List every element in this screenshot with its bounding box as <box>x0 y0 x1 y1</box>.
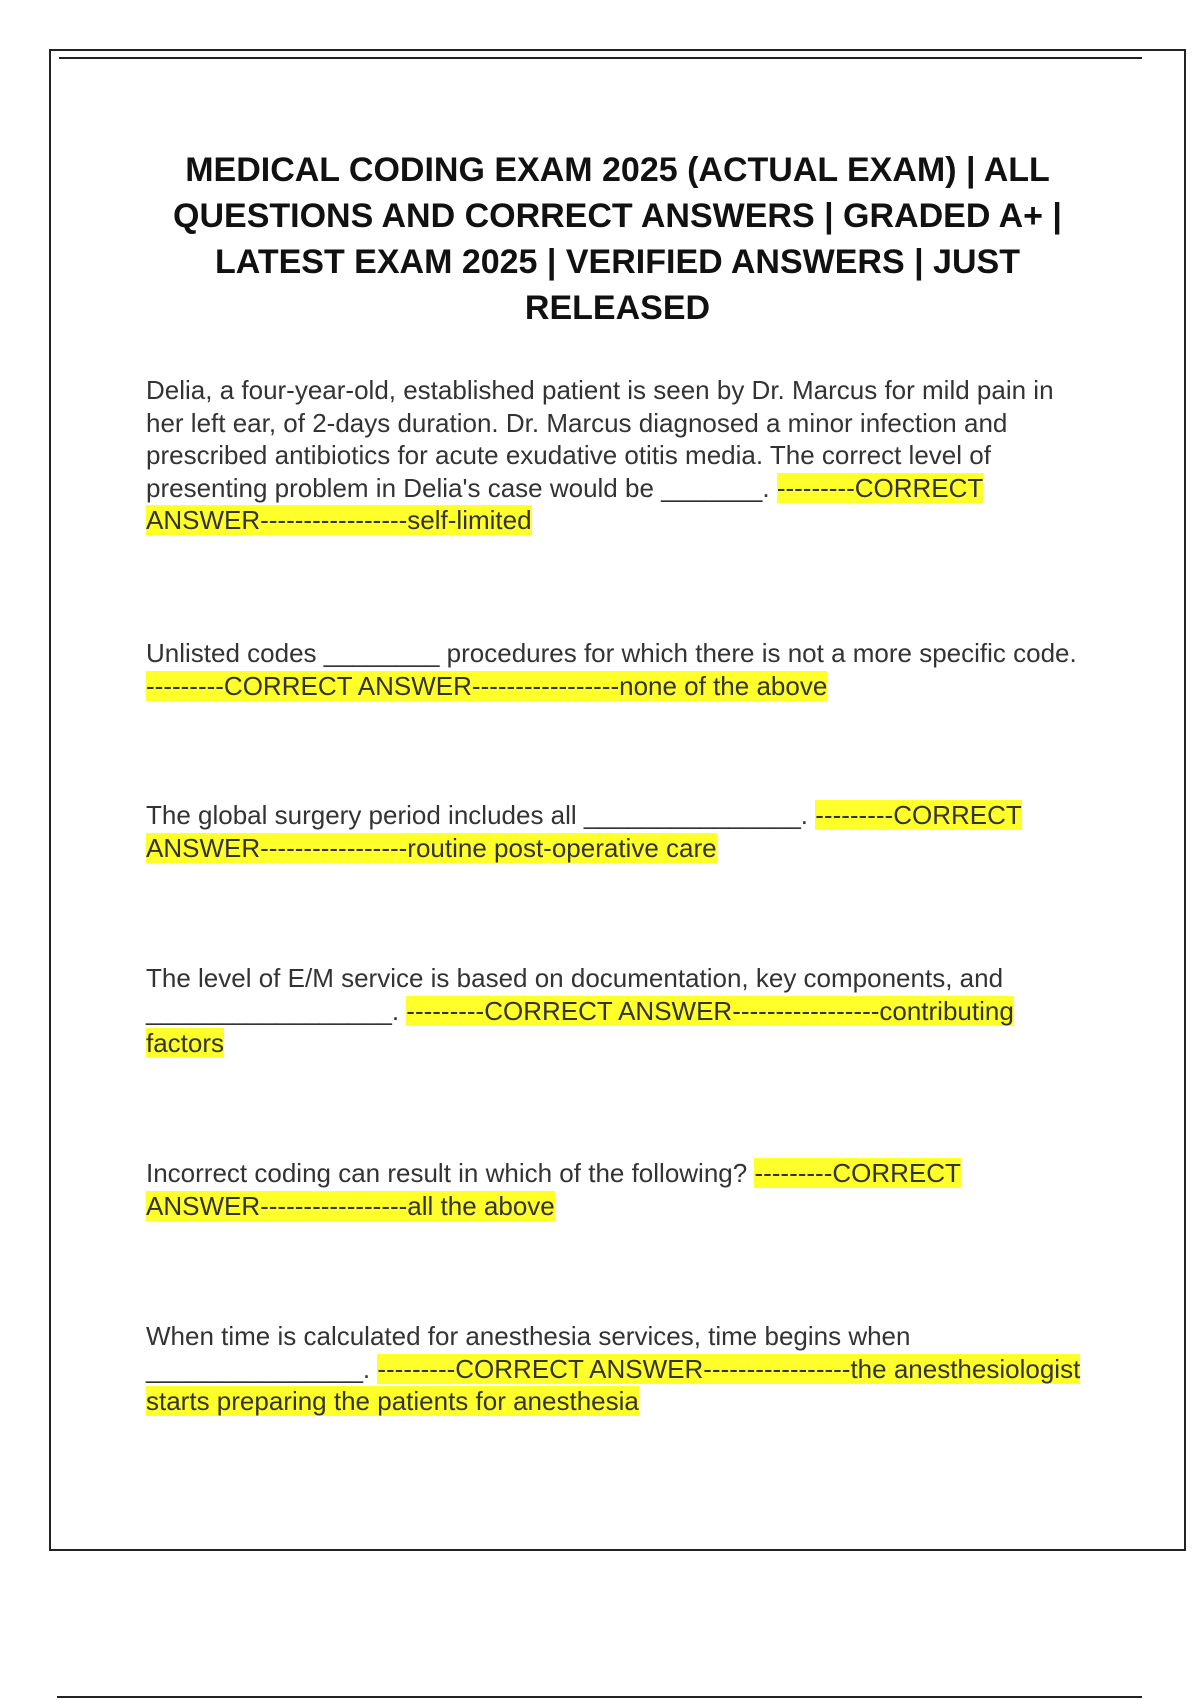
page-frame <box>49 49 1186 1551</box>
question-text: Unlisted codes ________ procedures for which there is not a more specific code. <box>146 638 1077 668</box>
answer-highlight: ---------CORRECT ANSWER-----------------routine post-operative care <box>146 800 1022 863</box>
qa-item-6 <box>146 1320 1086 1418</box>
answer-highlight: ---------CORRECT ANSWER-----------------none of the above <box>146 670 828 701</box>
qa-item-5 <box>146 1157 1086 1222</box>
answer-highlight: ---------CORRECT ANSWER-----------------all the above <box>146 1158 961 1221</box>
question-text: Delia, a four-year-old, established patient is seen by Dr. Marcus for mild pain in her left ear, of 2-days duration. Dr. Marcus diagnosed a minor infection and prescribed antibiotics for acute exudative otitis media. The correct level of presenting problem in Delia's case would be _______. <box>146 375 1054 503</box>
question-text: When time is calculated for anesthesia services, time begins when _______________. <box>146 1321 911 1384</box>
answer-highlight: ---------CORRECT ANSWER-----------------the anesthesiologist starts preparing the patients for anesthesia <box>146 1353 1081 1416</box>
question-text: The level of E/M service is based on documentation, key components, and _________________. <box>146 963 1004 1026</box>
qa-item-4 <box>146 962 1086 1060</box>
qa-item-1 <box>146 374 1086 537</box>
next-page-rule <box>57 1696 1142 1698</box>
answer-highlight: ---------CORRECT ANSWER-----------------contributing factors <box>146 995 1014 1058</box>
qa-item-3 <box>146 799 1086 864</box>
qa-item-2 <box>146 637 1086 702</box>
document-title: MEDICAL CODING EXAM 2025 (ACTUAL EXAM) | ALL QUESTIONS AND CORRECT ANSWERS | GRADED A+ | LATEST EXAM 2025 | VERIFIED ANSWERS | JUST RELEASED <box>173 151 1062 327</box>
question-text: The global surgery period includes all _______________. <box>146 800 816 830</box>
question-text: Incorrect coding can result in which of the following? <box>146 1158 755 1188</box>
top-rule <box>59 57 1142 59</box>
answer-highlight: ---------CORRECT ANSWER-----------------self-limited <box>146 472 984 535</box>
